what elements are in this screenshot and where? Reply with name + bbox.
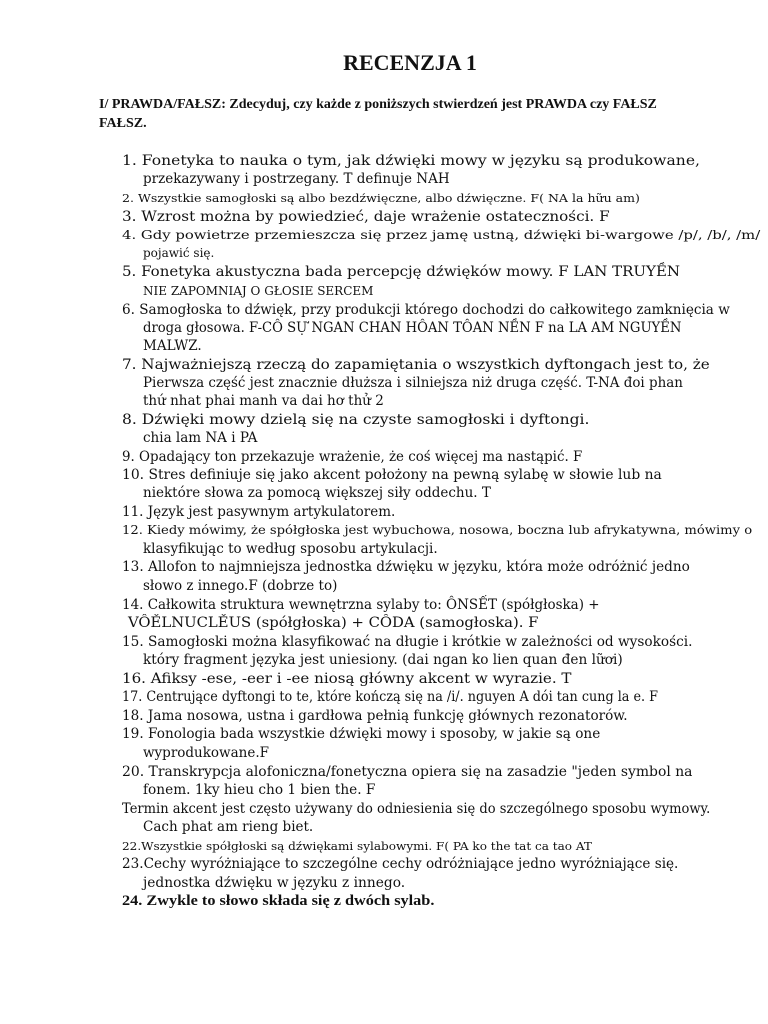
statement-line: 1. Fonetyka to nauka o tym, jak dźwięki mowy w języku są produkowane,: [122, 153, 700, 169]
statement-line: 23.Cechy wyróżniające to szczególne cechy odróżniające jedno wyróżniające się.: [122, 856, 679, 872]
statement-line: Pierwsza część jest znacznie dłuższa i silniejsza niż druga część. T-NA đoi phan: [143, 375, 683, 391]
statement-line: 13. Allofon to najmniejsza jednostka dźwięku w języku, która może odróżnić jedno: [122, 559, 690, 575]
statement-line: słowo z innego.F (dobrze to): [143, 578, 338, 594]
statement-line: chia lam NA i PA: [143, 430, 258, 446]
statement-line: 10. Stres definiuje się jako akcent położony na pewną sylabę w słowie lub na: [122, 467, 662, 483]
instructions-line: FAŁSZ.: [99, 116, 147, 131]
statement-line: Cach phat am rieng biet.: [143, 819, 314, 835]
statement-line: 8. Dźwięki mowy dzielą się na czyste samogłoski i dyftongi.: [122, 412, 590, 428]
statement-line: klasyfikując to według sposobu artykulacji.: [143, 541, 438, 557]
statement-line: 12. Kiedy mówimy, że spółgłoska jest wybuchowa, nosowa, boczna lub afrykatywna, mówimy o: [122, 523, 753, 537]
statement-line: thứ nhat phai manh va dai hơ thử 2: [143, 393, 384, 409]
statement-line: jednostka dźwięku w języku z innego.: [143, 875, 406, 891]
instructions-line: I/ PRAWDA/FAŁSZ: Zdecyduj, czy każde z poniższych stwierdzeń jest PRAWDA czy FAŁSZ: [99, 97, 657, 112]
statement-line: 9. Opadający ton przekazuje wrażenie, że coś więcej ma nastąpić. F: [122, 449, 583, 465]
statement-line: pojawić się.: [143, 246, 215, 260]
statement-line: 19. Fonologia bada wszystkie dźwięki mowy i sposoby, w jakie są one: [122, 726, 601, 742]
statement-line: 4. Gdy powietrze przemieszcza się przez jamę ustną, dźwięki bi-wargowe /p/, /b/, /m/: [122, 228, 761, 242]
statement-line: 14. Całkowita struktura wewnętrzna sylaby to: ÔNSẾT (spółgłoska) +: [122, 597, 600, 613]
statement-line: 6. Samogłoska to dźwięk, przy produkcji którego dochodzi do całkowitego zamknięcia w: [122, 302, 730, 318]
statement-line: 22.Wszystkie spółgłoski są dźwiękami sylabowymi. F( PA ko the tat ca tao AT: [122, 839, 592, 853]
page-title: RECENZJA 1: [343, 50, 477, 75]
statement-line: VÔĚLNUCLĚUS (spółgłoska) + CÔDA (samogłoska). F: [128, 615, 539, 631]
statement-line: MALWZ.: [143, 338, 202, 354]
statement-line: 2. Wszystkie samogłoski są albo bezdźwięczne, albo dźwięczne. F( NA la hữu am): [122, 191, 640, 205]
statement-line: 17. Centrujące dyftongi to te, które kończą się na /i/. nguyen A dói tan cung la e. F: [122, 689, 659, 705]
statement-line: który fragment języka jest uniesiony. (dai ngan ko lien quan đen lữơi): [143, 652, 623, 668]
statement-line: 20. Transkrypcja alofoniczna/fonetyczna opiera się na zasadzie "jeden symbol na: [122, 764, 693, 780]
statement-line: Termin akcent jest często używany do odniesienia się do szczególnego sposobu wymowy.: [122, 801, 711, 817]
statement-line: niektóre słowa za pomocą większej siły oddechu. T: [143, 485, 491, 501]
statement-line: 15. Samogłoski można klasyfikować na długie i krótkie w zależności od wysokości.: [122, 634, 693, 650]
statement-line: fonem. 1ky hieu cho 1 bien the. F: [143, 782, 376, 798]
statement-line: 24. Zwykle to słowo składa się z dwóch sylab.: [122, 893, 435, 909]
statement-line: 18. Jama nosowa, ustna i gardłowa pełnią funkcję głównych rezonatorów.: [122, 708, 628, 724]
statement-line: 11. Język jest pasywnym artykulatorem.: [122, 504, 396, 520]
statement-line: NIE ZAPOMNIAJ O GŁOSIE SERCEM: [143, 284, 374, 298]
statement-line: droga głosowa. F-CÔ SỰ NGAN CHAN HÔAN TÔAN NỀN F na LA AM NGUYỀN: [143, 320, 682, 336]
statement-line: przekazywany i postrzegany. T definuje NAH: [143, 171, 450, 187]
statement-line: wyprodukowane.F: [143, 745, 269, 761]
statement-line: 7. Najważniejszą rzeczą do zapamiętania o wszystkich dyftongach jest to, że: [122, 357, 710, 373]
statement-line: 3. Wzrost można by powiedzieć, daje wrażenie ostateczności. F: [122, 209, 610, 225]
statement-line: 5. Fonetyka akustyczna bada percepcję dźwięków mowy. F LAN TRUYỀN: [122, 264, 681, 280]
statement-line: 16. Afiksy -ese, -eer i -ee niosą główny akcent w wyrazie. T: [122, 671, 572, 687]
